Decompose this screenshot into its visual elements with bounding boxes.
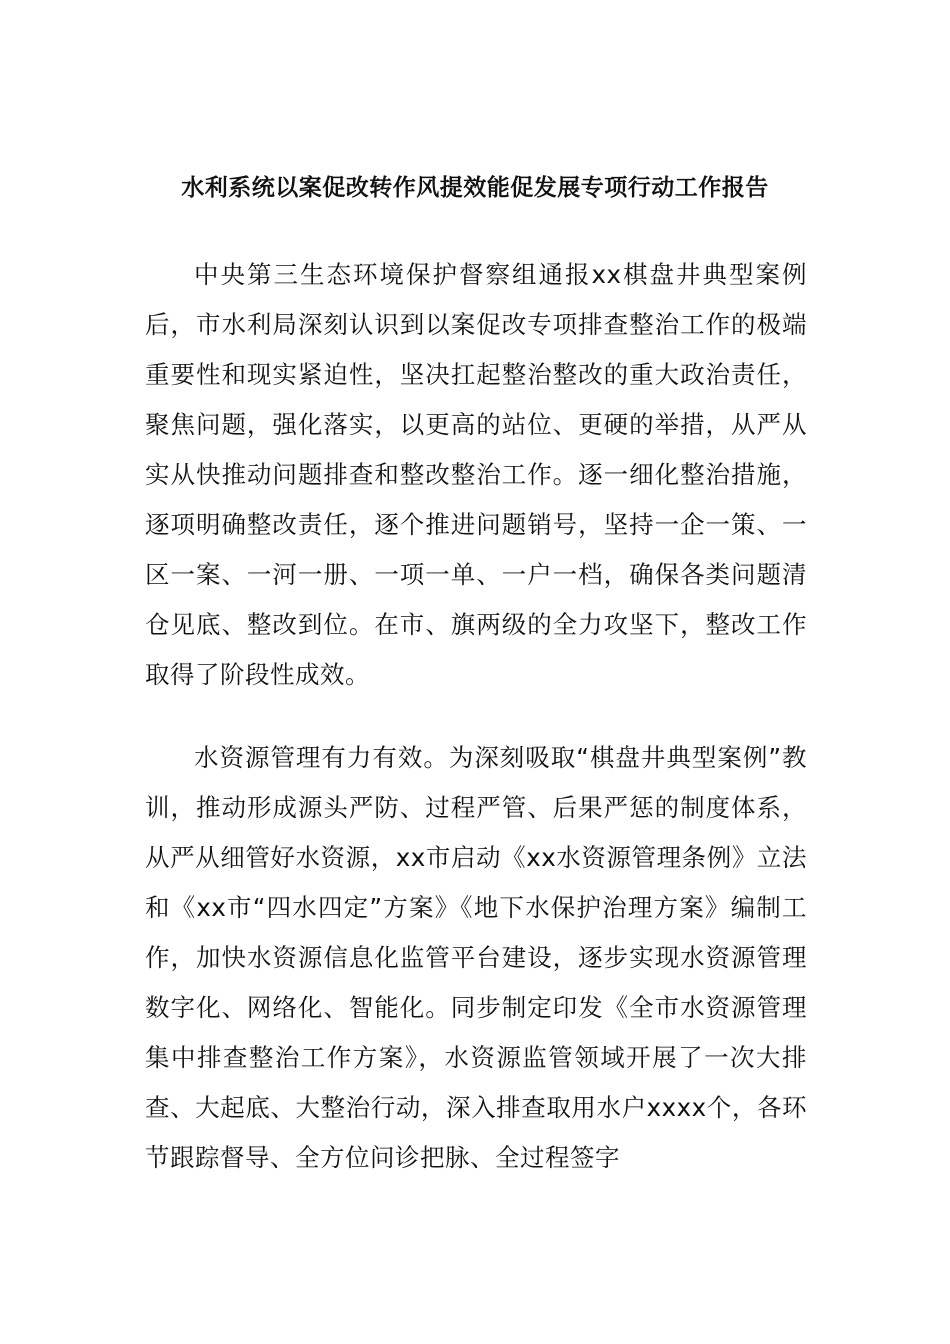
paragraph-water-resources: 水资源管理有力有效。为深刻吸取“棋盘井典型案例”教训，推动形成源头严防、过程严管、后果严惩的制度体系，从严从细管好水资源，xx市启动《xx水资源管理条例》立法和《xx市“四水四定”方案》《地下水保护治理方案》编制工作，加快水资源信息化监管平台建设，逐步实现水资源管理数字化、网络化、智能化。同步制定印发《全市水资源管理集中排查整治工作方案》，水资源监管领域开展了一次大排查、大起底、大整治行动，深入排查取用水户xxxx个，各环节跟踪督导、全方位问诊把脉、全过程签字 <box>145 743 807 1172</box>
paragraph-intro: 中央第三生态环境保护督察组通报xx棋盘井典型案例后，市水利局深刻认识到以案促改专项排查整治工作的极端重要性和现实紧迫性，坚决扛起整治整改的重大政治责任，聚焦问题，强化落实，以更高的站位、更硬的举措，从严从实从快推动问题排查和整改整治工作。逐一细化整治措施，逐项明确整改责任，逐个推进问题销号，坚持一企一策、一区一案、一河一册、一项一单、一户一档，确保各类问题清仓见底、整改到位。在市、旗两级的全力攻坚下，整改工作取得了阶段性成效。 <box>145 260 807 689</box>
document-title: 水利系统以案促改转作风提效能促发展专项行动工作报告 <box>181 175 769 201</box>
